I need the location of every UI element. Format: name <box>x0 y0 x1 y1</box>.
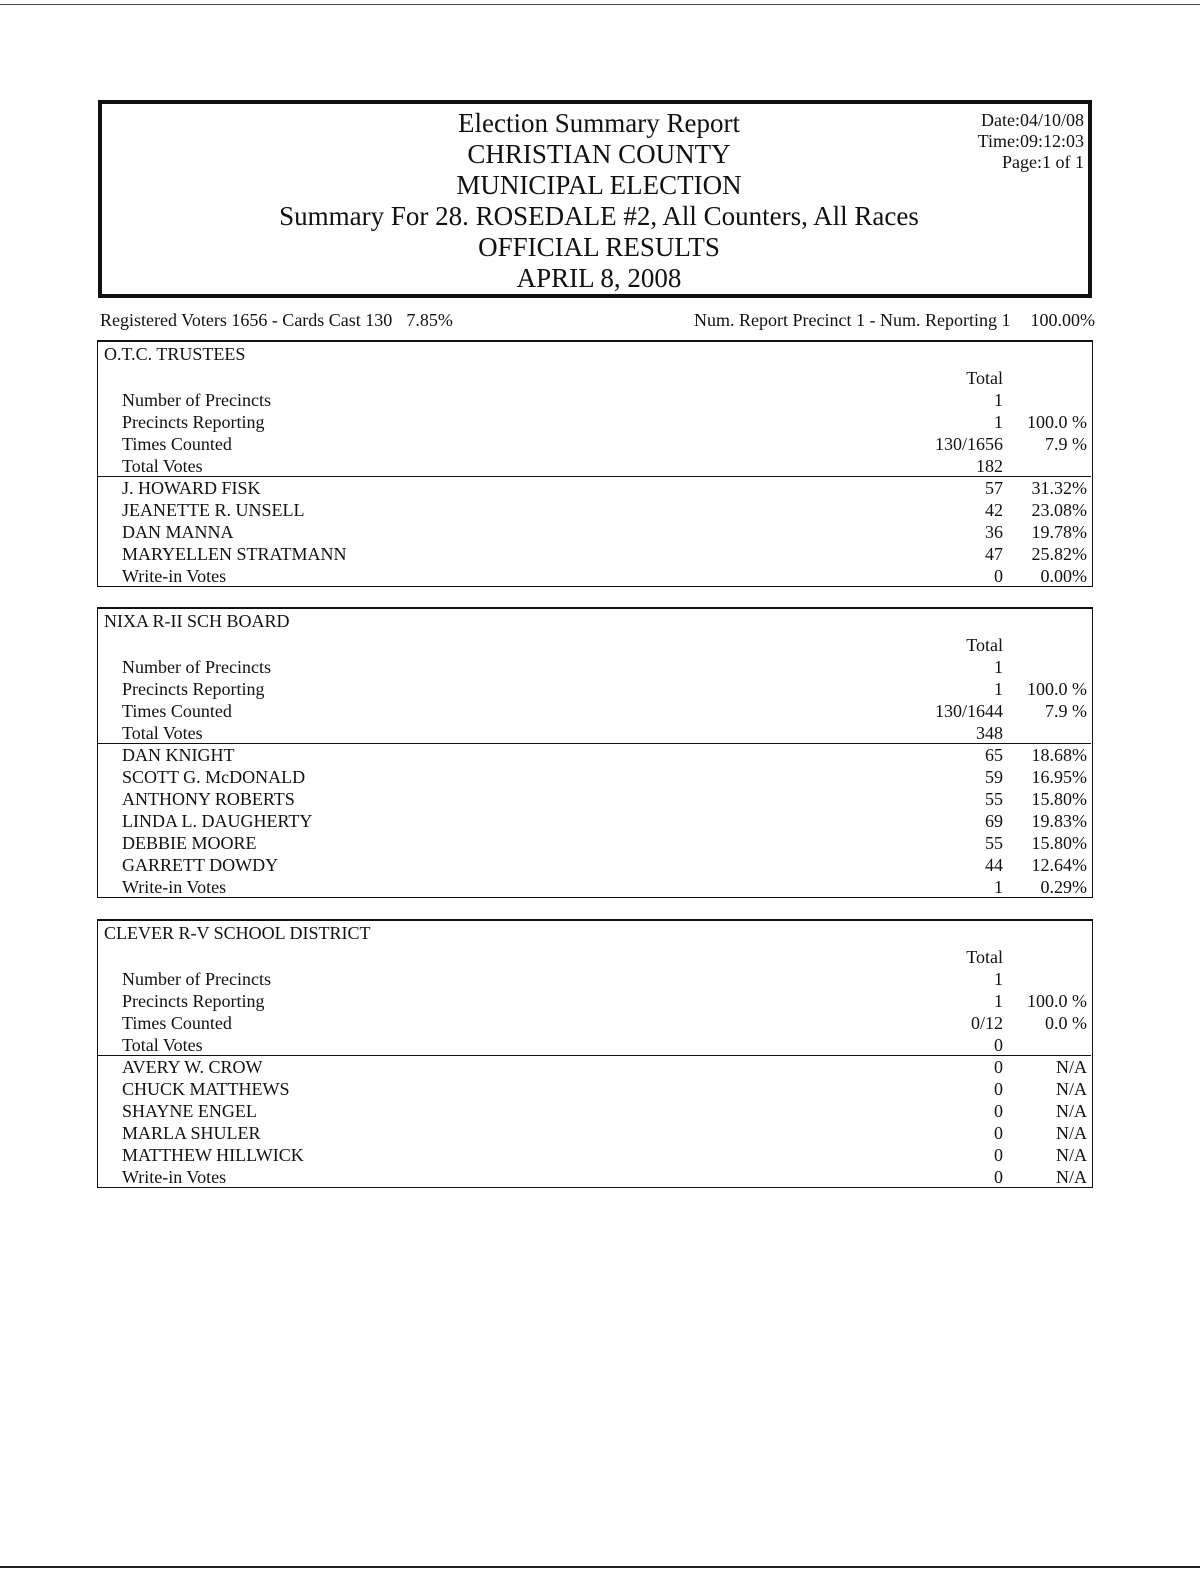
candidate-percent: N/A <box>1056 1123 1087 1143</box>
stat-row <box>98 1034 1091 1056</box>
candidate-name: AVERY W. CROW <box>122 1057 263 1077</box>
candidate-row <box>98 1144 1091 1166</box>
race-title: O.T.C. TRUSTEES <box>104 344 246 364</box>
candidate-name: DAN MANNA <box>122 522 234 542</box>
candidate-percent: 19.78% <box>1031 522 1087 542</box>
reporting-percent: 100.00% <box>1030 310 1095 330</box>
stat-row <box>98 968 1091 990</box>
candidate-votes: 47 <box>985 544 1003 564</box>
candidate-row <box>98 766 1091 788</box>
stat-value: 130/1656 <box>934 434 1003 454</box>
candidate-votes: 59 <box>985 767 1003 787</box>
scan-edge-bottom <box>0 1566 1200 1568</box>
candidate-votes: 55 <box>985 833 1003 853</box>
candidate-percent: 18.68% <box>1031 745 1087 765</box>
stat-percent: 0.0 % <box>1045 1013 1087 1033</box>
candidate-votes: 69 <box>985 811 1003 831</box>
election-date: APRIL 8, 2008 <box>516 263 682 293</box>
candidate-votes: 1 <box>994 877 1003 897</box>
stat-label: Times Counted <box>122 434 232 454</box>
report-title: Election Summary Report <box>458 108 740 138</box>
race-box <box>97 340 1093 587</box>
stat-value: 1 <box>994 412 1003 432</box>
candidate-name: MARLA SHULER <box>122 1123 261 1143</box>
candidate-percent: 16.95% <box>1031 767 1087 787</box>
candidate-name: DAN KNIGHT <box>122 745 235 765</box>
candidate-row <box>98 744 1091 766</box>
county-name: CHRISTIAN COUNTY <box>467 139 731 169</box>
stat-label: Total Votes <box>122 456 203 476</box>
stat-row <box>98 678 1091 700</box>
stat-value: 1 <box>994 969 1003 989</box>
candidate-votes: 0 <box>994 1101 1003 1121</box>
report-header <box>98 100 1092 298</box>
race-box <box>97 919 1093 1188</box>
scan-edge-top <box>0 4 1200 5</box>
candidate-percent: 0.00% <box>1040 566 1087 586</box>
candidate-row <box>98 854 1091 876</box>
stat-percent: 7.9 % <box>1045 434 1087 454</box>
candidate-votes: 0 <box>994 1079 1003 1099</box>
candidate-name: Write-in Votes <box>122 877 227 897</box>
candidate-name: Write-in Votes <box>122 1167 227 1187</box>
candidate-row <box>98 499 1091 521</box>
report-date: Date:04/10/08 <box>981 110 1084 130</box>
candidate-row <box>98 876 1091 898</box>
stat-percent: 100.0 % <box>1027 412 1087 432</box>
stat-percent: 100.0 % <box>1027 991 1087 1011</box>
report-title-block <box>102 108 1096 294</box>
candidate-percent: 0.29% <box>1040 877 1087 897</box>
stat-label: Number of Precincts <box>122 390 271 410</box>
candidate-percent: 31.32% <box>1031 478 1087 498</box>
candidate-percent: N/A <box>1056 1057 1087 1077</box>
precinct-reporting-text: Num. Report Precinct 1 - Num. Reporting 1 <box>694 310 1011 330</box>
stat-value: 0 <box>994 1035 1003 1055</box>
candidate-row <box>98 1078 1091 1100</box>
candidate-percent: 23.08% <box>1031 500 1087 520</box>
stat-label: Times Counted <box>122 1013 232 1033</box>
report-page: Page:1 of 1 <box>1002 152 1084 172</box>
stat-row <box>98 433 1091 455</box>
candidate-votes: 36 <box>985 522 1003 542</box>
stat-label: Number of Precincts <box>122 657 271 677</box>
stat-value: 1 <box>994 991 1003 1011</box>
candidate-row <box>98 565 1091 587</box>
election-name: MUNICIPAL ELECTION <box>456 170 742 200</box>
stat-label: Total Votes <box>122 1035 203 1055</box>
candidate-name: GARRETT DOWDY <box>122 855 279 875</box>
stat-label: Total Votes <box>122 723 203 743</box>
candidate-name: Write-in Votes <box>122 566 227 586</box>
candidate-name: MARYELLEN STRATMANN <box>122 544 347 564</box>
turnout-percent: 7.85% <box>406 310 453 330</box>
candidate-row <box>98 521 1091 543</box>
candidate-votes: 57 <box>985 478 1003 498</box>
registered-voters-text: Registered Voters 1656 - Cards Cast 130 <box>100 310 393 330</box>
stat-row <box>98 990 1091 1012</box>
candidate-percent: N/A <box>1056 1079 1087 1099</box>
stat-value: 0/12 <box>970 1013 1003 1033</box>
candidate-votes: 42 <box>985 500 1003 520</box>
stat-label: Times Counted <box>122 701 232 721</box>
candidate-percent: N/A <box>1056 1101 1087 1121</box>
stat-percent: 7.9 % <box>1045 701 1087 721</box>
candidate-name: CHUCK MATTHEWS <box>122 1079 290 1099</box>
candidate-percent: 19.83% <box>1031 811 1087 831</box>
stat-label: Precincts Reporting <box>122 991 265 1011</box>
registered-voters-summary <box>100 309 453 331</box>
candidate-row <box>98 1166 1091 1188</box>
results-status: OFFICIAL RESULTS <box>478 232 720 262</box>
stat-percent: 100.0 % <box>1027 679 1087 699</box>
candidate-row <box>98 832 1091 854</box>
stat-row <box>98 656 1091 678</box>
candidate-percent: N/A <box>1056 1145 1087 1165</box>
stat-value: 130/1644 <box>934 701 1003 721</box>
candidate-name: DEBBIE MOORE <box>122 833 257 853</box>
candidate-votes: 0 <box>994 566 1003 586</box>
candidate-row <box>98 1056 1091 1078</box>
precinct-reporting-summary <box>694 309 1095 331</box>
stat-value: 182 <box>976 456 1003 476</box>
candidate-votes: 55 <box>985 789 1003 809</box>
stat-value: 1 <box>994 390 1003 410</box>
candidate-percent: N/A <box>1056 1167 1087 1187</box>
race-title: CLEVER R-V SCHOOL DISTRICT <box>104 923 371 943</box>
candidate-name: SHAYNE ENGEL <box>122 1101 257 1121</box>
candidate-percent: 12.64% <box>1031 855 1087 875</box>
total-header-label: Total <box>966 368 1003 388</box>
stat-row <box>98 1012 1091 1034</box>
stat-row <box>98 411 1091 433</box>
candidate-name: J. HOWARD FISK <box>122 478 261 498</box>
report-meta <box>978 110 1084 173</box>
candidate-votes: 0 <box>994 1123 1003 1143</box>
stat-value: 1 <box>994 657 1003 677</box>
race-box <box>97 607 1093 898</box>
candidate-percent: 15.80% <box>1031 789 1087 809</box>
report-time: Time:09:12:03 <box>977 131 1084 151</box>
summary-scope: Summary For 28. ROSEDALE #2, All Counters, All Races <box>279 201 919 231</box>
stat-value: 348 <box>976 723 1003 743</box>
candidate-row <box>98 477 1091 499</box>
candidate-name: MATTHEW HILLWICK <box>122 1145 304 1165</box>
candidate-votes: 44 <box>985 855 1003 875</box>
candidate-name: JEANETTE R. UNSELL <box>122 500 305 520</box>
candidate-percent: 25.82% <box>1031 544 1087 564</box>
stat-label: Number of Precincts <box>122 969 271 989</box>
stat-label: Precincts Reporting <box>122 679 265 699</box>
candidate-name: ANTHONY ROBERTS <box>122 789 295 809</box>
total-column-header <box>98 946 1091 968</box>
total-header-label: Total <box>966 947 1003 967</box>
candidate-name: LINDA L. DAUGHERTY <box>122 811 313 831</box>
candidate-votes: 0 <box>994 1057 1003 1077</box>
stat-value: 1 <box>994 679 1003 699</box>
candidate-row <box>98 810 1091 832</box>
candidate-row <box>98 788 1091 810</box>
candidate-votes: 0 <box>994 1145 1003 1165</box>
candidate-row <box>98 1122 1091 1144</box>
stat-row <box>98 455 1091 477</box>
stat-label: Precincts Reporting <box>122 412 265 432</box>
total-header-label: Total <box>966 635 1003 655</box>
total-column-header <box>98 634 1091 656</box>
candidate-percent: 15.80% <box>1031 833 1087 853</box>
candidate-row <box>98 543 1091 565</box>
candidate-name: SCOTT G. McDONALD <box>122 767 306 787</box>
race-title: NIXA R-II SCH BOARD <box>104 611 290 631</box>
stat-row <box>98 700 1091 722</box>
stat-row <box>98 722 1091 744</box>
candidate-votes: 65 <box>985 745 1003 765</box>
total-column-header <box>98 367 1091 389</box>
candidate-votes: 0 <box>994 1167 1003 1187</box>
candidate-row <box>98 1100 1091 1122</box>
stat-row <box>98 389 1091 411</box>
